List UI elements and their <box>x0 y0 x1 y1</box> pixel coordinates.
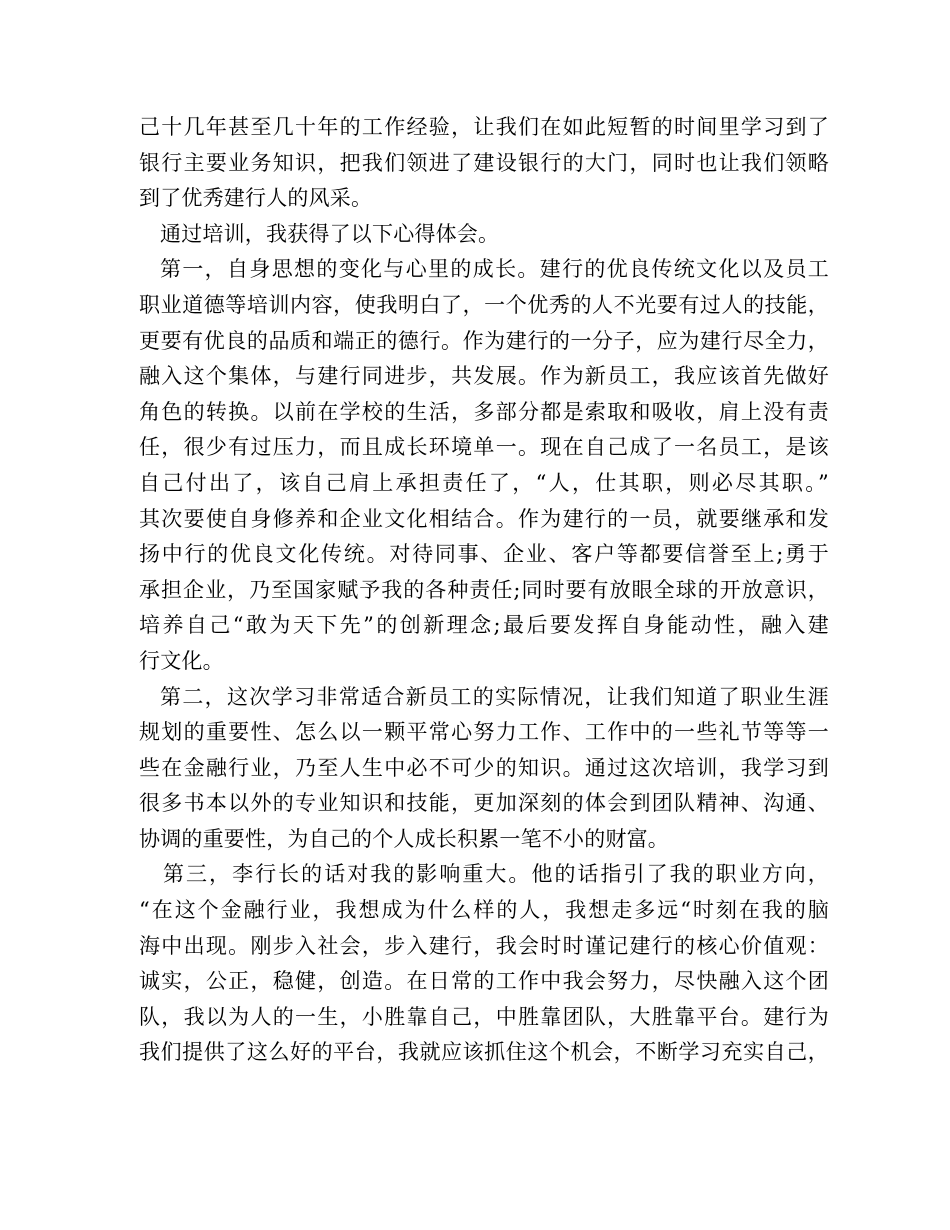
text-line-13: 扬中行的优良文化传统。对待同事、企业、客户等都要信誉至上;勇于 <box>139 542 829 567</box>
paragraph-opening-line: 通过培训，我获得了以下心得体会。 <box>160 221 500 246</box>
text-line-20: 很多书本以外的专业知识和技能，更加深刻的体会到团队精神、沟通、 <box>139 791 829 816</box>
paragraph-first-line: 第一，自身思想的变化与心里的成长。建行的优良传统文化以及员工 <box>160 257 829 282</box>
text-line-26: 队，我以为人的一生，小胜靠自己，中胜靠团队，大胜靠平台。建行为 <box>139 1004 829 1029</box>
text-line-24: 海中出现。刚步入社会，步入建行，我会时时谨记建行的核心价值观： <box>139 933 829 958</box>
text-line-10: 任，很少有过压力，而且成长环境单一。现在自己成了一名员工，是该 <box>139 435 829 460</box>
text-line-25: 诚实，公正，稳健，创造。在日常的工作中我会努力，尽快融入这个团 <box>139 969 829 994</box>
text-line-15: 培养自己“敢为天下先”的创新理念;最后要发挥自身能动性，融入建 <box>139 613 829 638</box>
text-line-18: 规划的重要性、怎么以一颗平常心努力工作、工作中的一些礼节等等一 <box>139 720 829 745</box>
text-line-1: 己十几年甚至几十年的工作经验，让我们在如此短暂的时间里学习到了 <box>139 115 829 139</box>
text-line-3: 到了优秀建行人的风采。 <box>139 186 373 211</box>
text-line-12: 其次要使自身修养和企业文化相结合。作为建行的一员，就要继承和发 <box>139 506 829 531</box>
text-line-11: 自己付出了，该自己肩上承担责任了，“人，仕其职，则必尽其职。” <box>139 470 829 495</box>
paragraph-second-line: 第二，这次学习非常适合新员工的实际情况，让我们知道了职业生涯 <box>160 684 829 709</box>
text-line-27: 我们提供了这么好的平台，我就应该抓住这个机会，不断学习充实自己， <box>139 1040 829 1065</box>
text-line-23: “在这个金融行业，我想成为什么样的人，我想走多远“时刻在我的脑 <box>139 898 829 923</box>
text-line-16: 行文化。 <box>139 648 224 673</box>
text-line-8: 融入这个集体，与建行同进步，共发展。作为新员工，我应该首先做好 <box>139 364 829 389</box>
paragraph-third-line: 第三，李行长的话对我的影响重大。他的话指引了我的职业方向， <box>163 862 829 887</box>
text-line-2: 银行主要业务知识，把我们领进了建设银行的大门，同时也让我们领略 <box>139 150 829 175</box>
text-line-14: 承担企业，乃至国家赋予我的各种责任;同时要有放眼全球的开放意识， <box>139 577 829 602</box>
text-line-21: 协调的重要性，为自己的个人成长积累一笔不小的财富。 <box>139 826 669 851</box>
document-body <box>139 110 829 1071</box>
text-line-7: 更要有优良的品质和端正的德行。作为建行的一分子，应为建行尽全力， <box>139 328 829 353</box>
text-line-9: 角色的转换。以前在学校的生活，多部分都是索取和吸收，肩上没有责 <box>139 399 829 424</box>
text-line-19: 些在金融行业，乃至人生中必不可少的知识。通过这次培训，我学习到 <box>139 755 829 780</box>
text-line-6: 职业道德等培训内容，使我明白了，一个优秀的人不光要有过人的技能， <box>139 292 829 317</box>
